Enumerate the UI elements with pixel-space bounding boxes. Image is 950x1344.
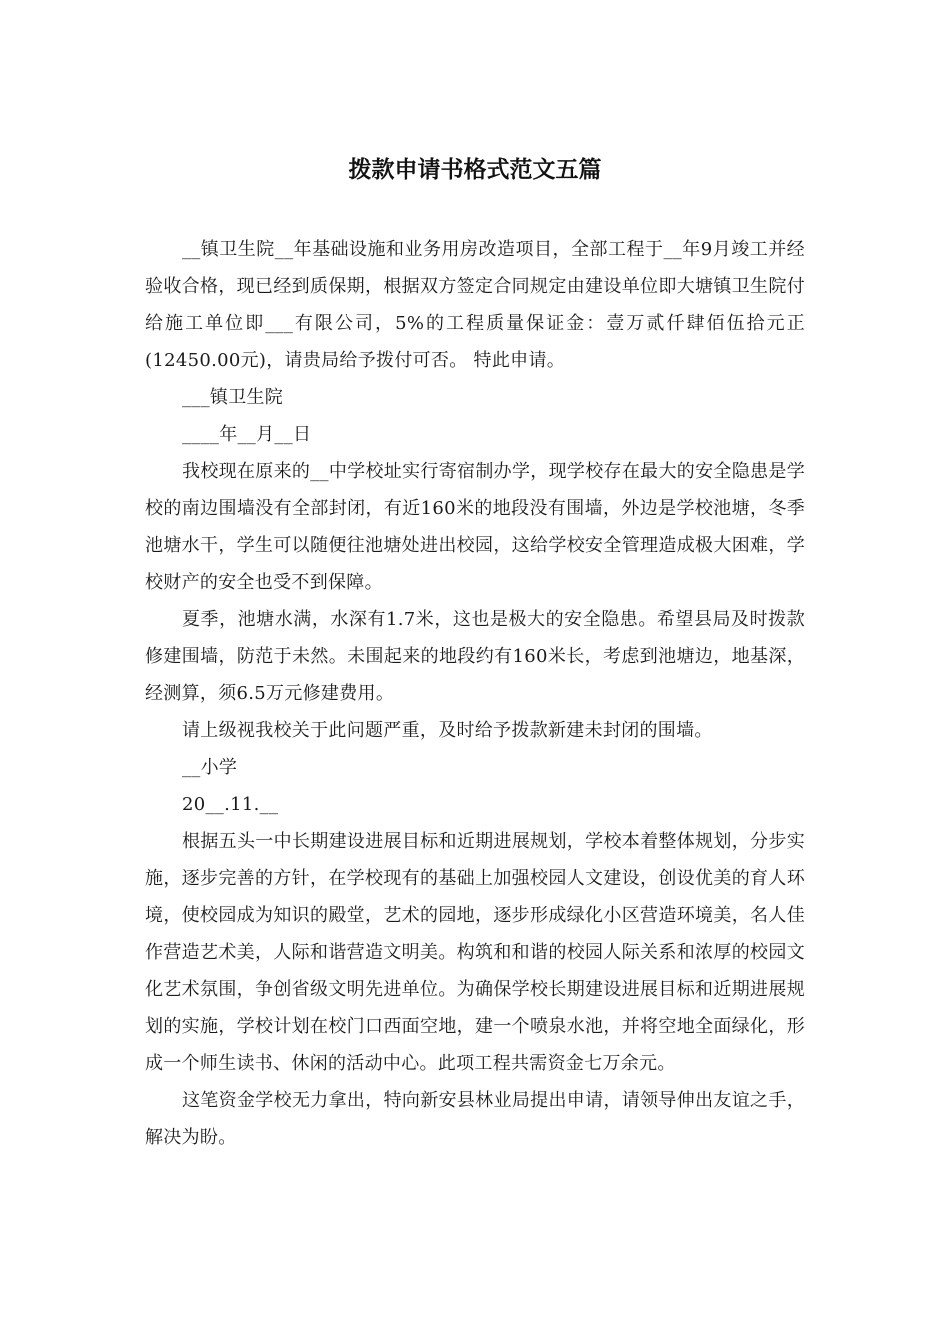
date-hospital: ____年__月__日 bbox=[182, 424, 312, 445]
signature-school: __小学 bbox=[182, 757, 238, 778]
signature-hospital: ___镇卫生院 bbox=[182, 387, 284, 408]
paragraph-request: 请上级视我校关于此问题严重，及时给予拨款新建未封闭的围墙。 bbox=[182, 720, 713, 741]
paragraph-campus-plan: 根据五头一中长期建设进展目标和近期进展规划，学校本着整体规划，分步实施，逐步完善的方针，在学校现有的基础上加强校园人文建设，创设优美的育人环境，使校园成为知识的殿堂，艺术的园地，逐步形成绿化小区营造环境美，名人佳作营造艺术美，人际和谐营造文明美。构筑和和谐的校园人际关系和浓厚的校园文化艺术氛围，争创省级文明先进单位。为确保学校长期建设进展目标和近期进展规划的实施，学校计划在校门口西面空地，建一个喷泉水池，并将空地全面绿化，形成一个师生读书、休闲的活动中心。此项工程共需资金七万余元。 bbox=[145, 831, 805, 1074]
paragraph-summer-pond: 夏季，池塘水满，水深有1.7米，这也是极大的安全隐患。希望县局及时拨款修建围墙，防范于未然。未围起来的地段约有160米长，考虑到池塘边，地基深，经测算，须6.5万元修建费用。 bbox=[145, 609, 805, 704]
paragraph-funding-request: 这笔资金学校无力拿出，特向新安县林业局提出申请，请领导伸出友谊之手，解决为盼。 bbox=[145, 1090, 805, 1148]
paragraph-application-hospital: __镇卫生院__年基础设施和业务用房改造项目，全部工程于__年9月竣工并经验收合格，现已经到质保期，根据双方签定合同规定由建设单位即大塘镇卫生院付给施工单位即___有限公司，5%的工程质量保证金：壹万贰仟肆佰伍拾元正(12450.00元)，请贵局给予拨付可否。 特此申请。 bbox=[145, 239, 805, 371]
document-title: 拨款申请书格式范文五篇 bbox=[348, 157, 602, 183]
paragraph-school-wall: 我校现在原来的__中学校址实行寄宿制办学，现学校存在最大的安全隐患是学校的南边围墙没有全部封闭，有近160米的地段没有围墙，外边是学校池塘，冬季池塘水干，学生可以随便往池塘处进出校园，这给学校安全管理造成极大困难，学校财产的安全也受不到保障。 bbox=[145, 461, 805, 593]
document-body bbox=[145, 231, 805, 1156]
date-school: 20__.11.__ bbox=[182, 794, 279, 815]
